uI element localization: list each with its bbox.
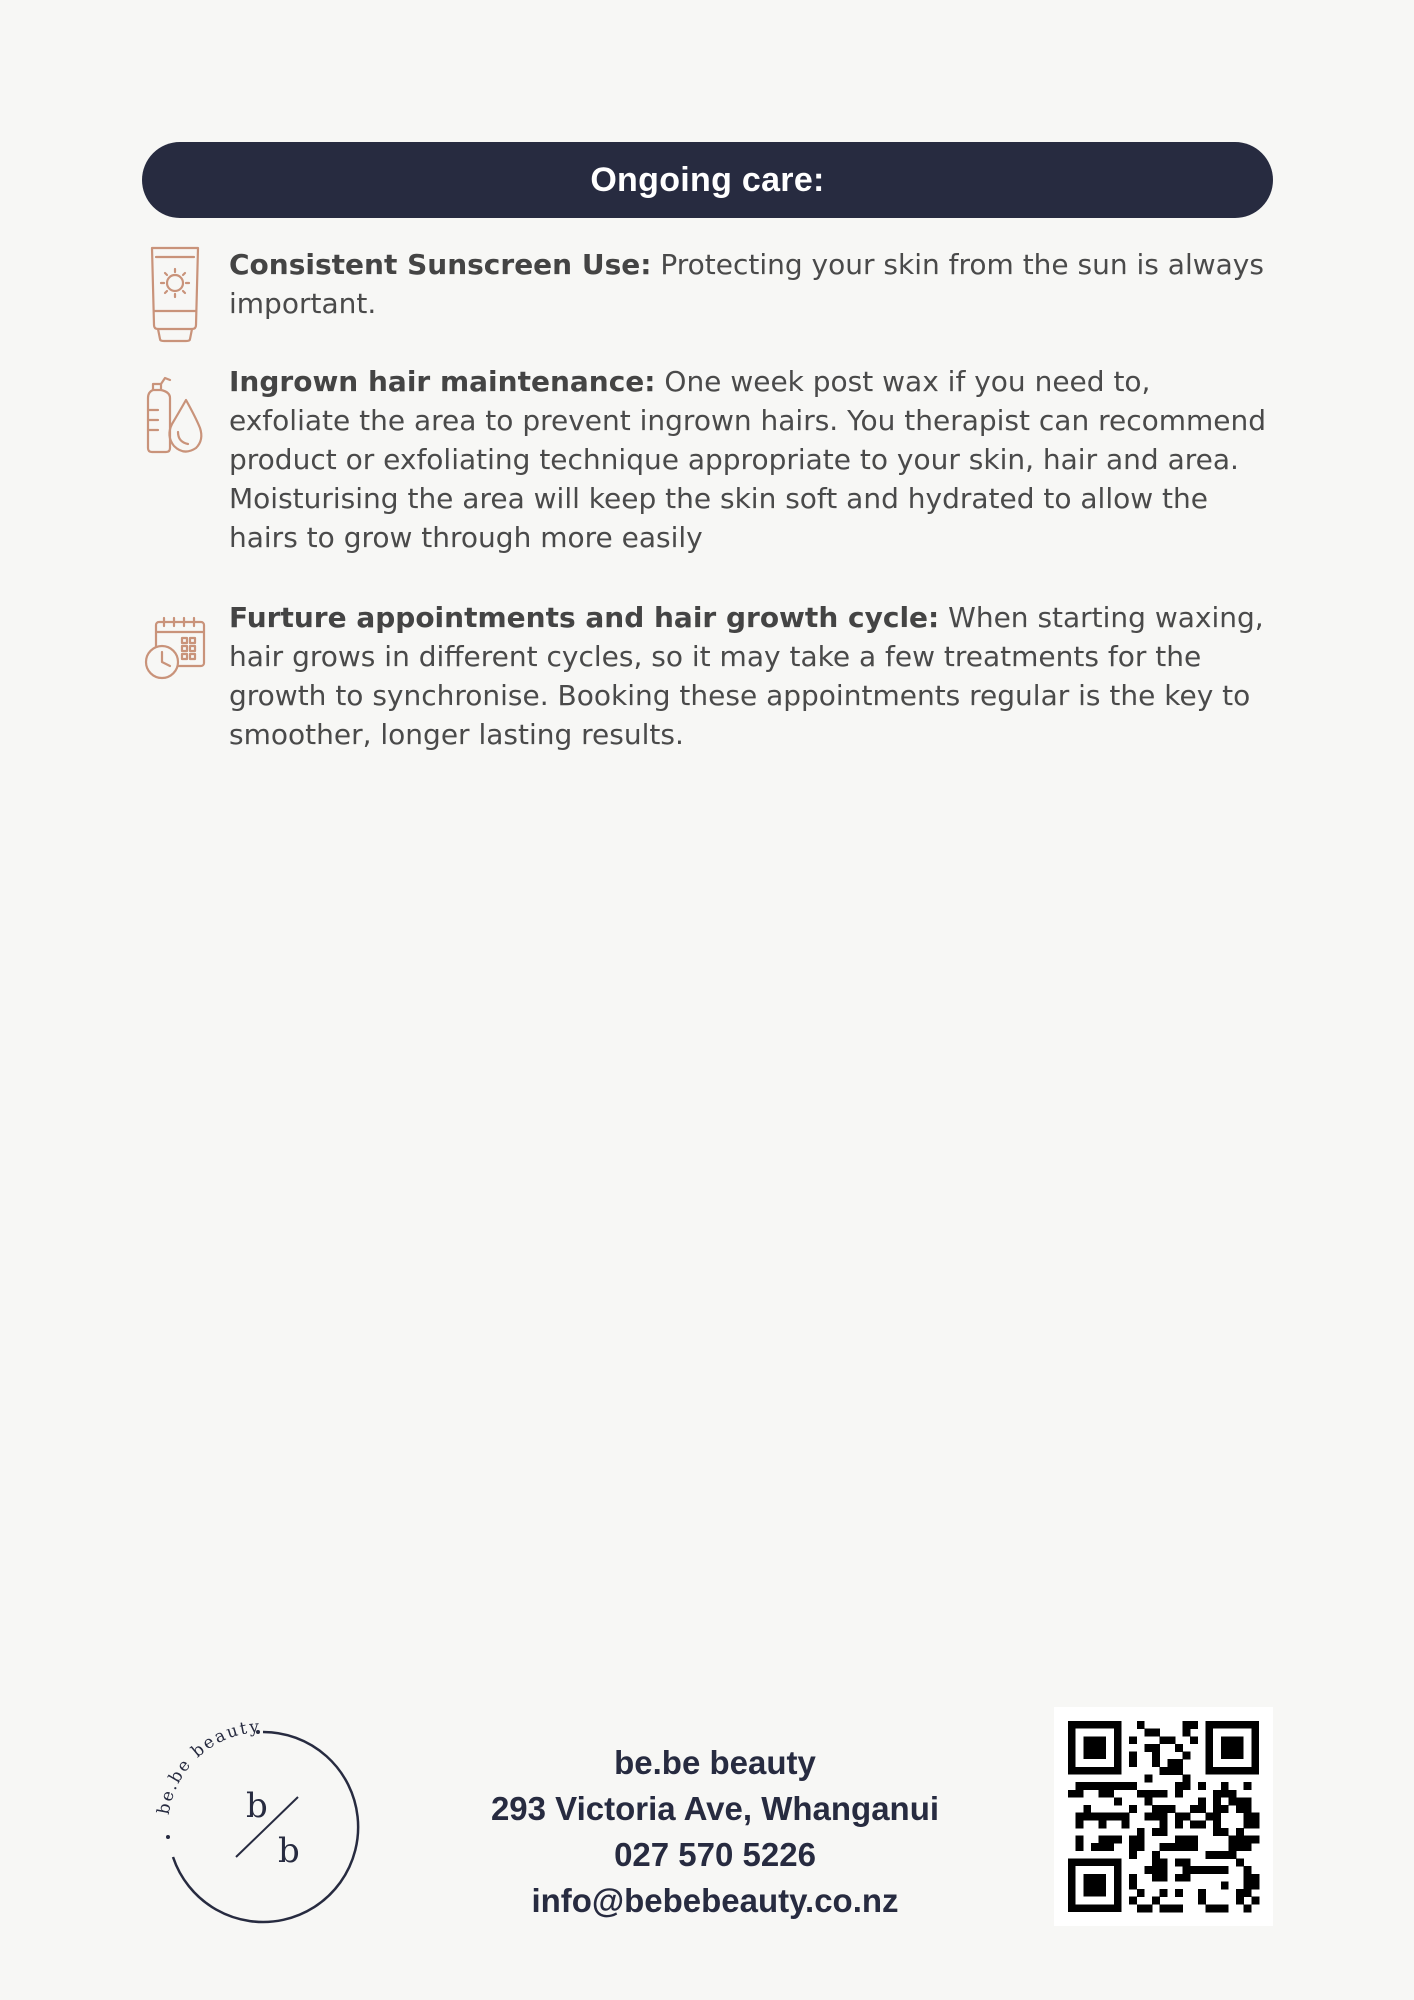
care-item-text [229,245,1279,323]
section-title: Ongoing care: [590,160,825,199]
care-item-text [229,362,1279,557]
logo-arc-text: be.be beauty [153,1716,262,1817]
business-email[interactable]: info@bebebeauty.co.nz [531,1882,899,1919]
care-item-body: When starting waxing, hair grows in different cycles, so it may take a few treatments for the growth to synchronise. Booking these appointments regular is the key to smoother, longer lasting results. [229,601,1264,751]
care-item-text [229,598,1279,754]
logo-letter-top: b [246,1786,268,1826]
business-phone[interactable]: 027 570 5226 [614,1836,816,1873]
bottle-droplet-icon [142,362,208,462]
business-address: 293 Victoria Ave, Whanganui [490,1790,940,1827]
qr-code[interactable] [1054,1707,1273,1926]
calendar-clock-icon [142,598,208,698]
business-name: be.be beauty [614,1744,816,1781]
logo-letter-bottom: b [278,1831,300,1871]
care-item-body: Protecting your skin from the sun is always important. [229,248,1264,320]
care-item-body: One week post wax if you need to, exfoliate the area to prevent ingrown hairs. You therapist can recommend product or exfoliating technique appropriate to your skin, hair and area. Moisturising the area will keep the skin soft and hydrated to allow the hairs to grow through more easily [229,365,1267,554]
brand-logo [148,1712,378,1942]
care-item-heading: Consistent Sunscreen Use: [229,248,652,281]
care-item-heading: Furture appointments and hair growth cycle: [229,601,940,634]
sunscreen-tube-icon [142,245,208,345]
contact-block [430,1740,1000,1924]
section-header [142,142,1273,218]
care-item-heading: Ingrown hair maintenance: [229,365,656,398]
